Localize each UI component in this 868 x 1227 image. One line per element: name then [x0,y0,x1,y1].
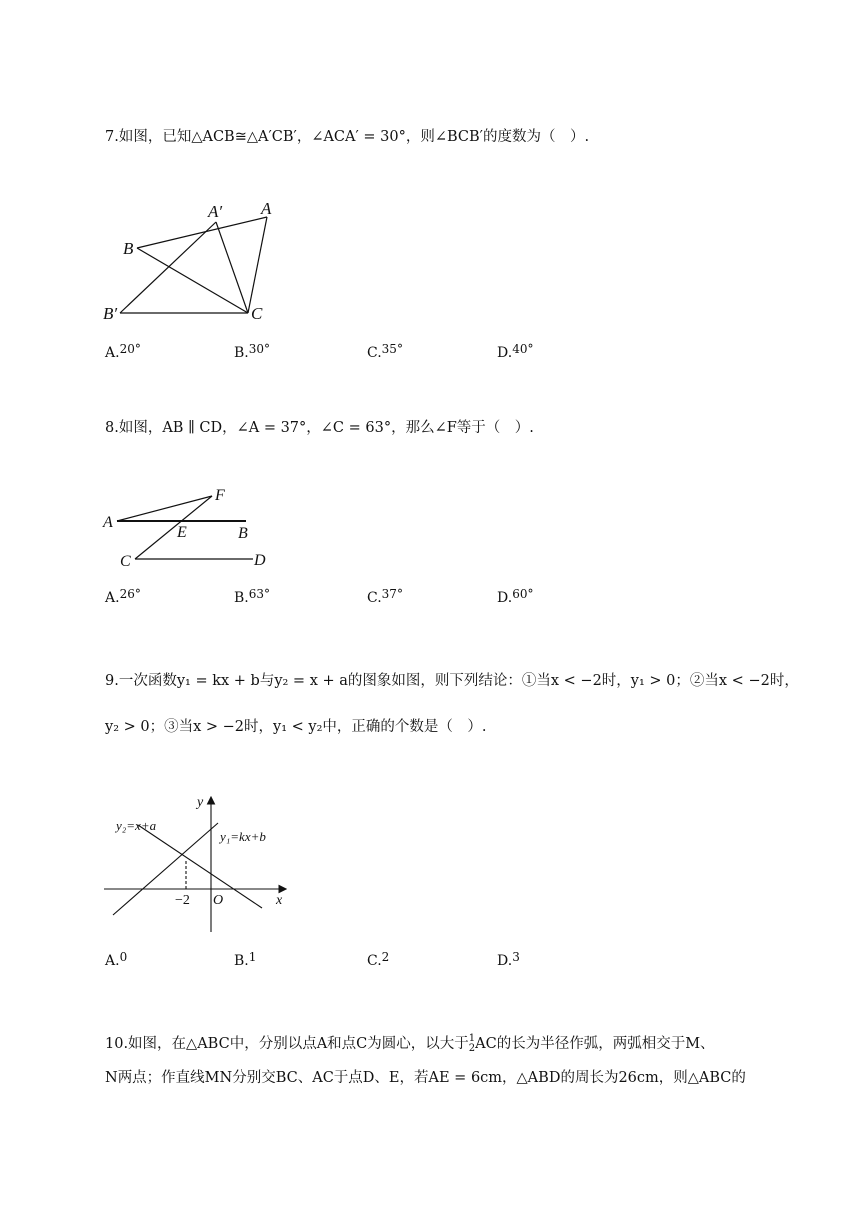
q8-option-a[interactable] [105,587,141,606]
q9-label-x-axis: x [276,893,283,908]
q9-label-line-1: y₁=kx+b [220,829,266,844]
option-letter: C. [367,345,382,361]
q7-label-a: A [261,199,272,218]
option-value: 35° [381,342,403,356]
q8-label-b: B [238,525,248,542]
option-value: 63° [248,587,271,601]
option-value: 26° [119,587,141,601]
option-value: 37° [381,587,403,601]
q8-label-c: C [120,553,131,570]
q8-option-c[interactable] [367,587,403,606]
q7-option-b[interactable] [234,342,271,361]
q9-option-c[interactable] [367,950,390,969]
q10-line-2: N两点；作直线MN分别交BC、AC于点D、E，若AE = 6cm，△ABD的周长为26cm，则△ABC的 [105,1070,746,1086]
option-value: 3 [512,950,520,964]
q10-line-1-start: 10.如图，在△ABC中，分别以点A和点C为圆心，以大于 [105,1036,469,1052]
q7-option-a[interactable] [105,342,141,361]
q10-frac-den: 2 [468,1043,476,1054]
option-letter: B. [234,953,249,969]
q9-figure [100,790,300,935]
option-letter: A. [105,345,120,361]
option-value: 30° [248,342,271,356]
q8-label-f: F [215,487,225,504]
q9-line-1: 9.一次函数y₁ = kx + b与y₂ = x + a的图象如图，则下列结论：①当x < −2时，y₁ > 0；②当x < −2时， [105,673,799,689]
option-letter: A. [105,590,120,606]
q7-label-c: C [251,304,263,323]
q8-figure [100,483,280,578]
q7-option-c[interactable] [367,342,403,361]
q10-line-1-end: AC的长为半径作弧，两弧相交于M、 [475,1036,715,1052]
option-value: 60° [512,587,534,601]
option-value: 1 [248,950,257,964]
q8-label-a: A [103,514,113,531]
option-letter: A. [105,953,120,969]
q9-label-origin: O [213,893,224,908]
option-letter: C. [367,953,382,969]
option-letter: B. [234,345,249,361]
q10-line-1 [105,1034,715,1054]
q8-label-e: E [177,524,187,541]
q9-label-neg2: −2 [175,893,190,908]
q9-option-b[interactable] [234,950,257,969]
q10-frac-num: 1 [468,1033,476,1044]
q7-label-a-prime: A′ [208,202,223,221]
q7-label-b: B [123,239,134,258]
option-letter: D. [497,345,513,361]
option-letter: C. [367,590,382,606]
option-letter: D. [497,953,513,969]
option-value: 2 [381,950,390,964]
q7-text: 7.如图，已知△ACB≅△A′CB′，∠ACA′ = 30°，则∠BCB′的度数为（ ）. [105,129,590,145]
q8-option-d[interactable] [497,587,534,606]
option-value: 20° [119,342,141,356]
option-letter: D. [497,590,513,606]
q8-label-d: D [254,552,266,569]
option-value: 0 [119,950,128,964]
q8-option-b[interactable] [234,587,271,606]
q9-line-2: y₂ > 0；③当x > −2时，y₁ < y₂中，正确的个数是（ ）. [105,719,487,735]
q7-figure [100,195,290,330]
option-letter: B. [234,590,249,606]
q9-label-line-2: y₂=x+a [116,818,157,833]
option-value: 40° [512,342,534,356]
q9-option-a[interactable] [105,950,128,969]
q8-text: 8.如图，AB ∥ CD，∠A = 37°，∠C = 63°，那么∠F等于（ ）. [105,420,534,436]
q7-option-d[interactable] [497,342,534,361]
q9-label-y-axis: y [197,795,204,810]
q7-label-b-prime: B′ [103,304,118,323]
q9-option-d[interactable] [497,950,520,969]
